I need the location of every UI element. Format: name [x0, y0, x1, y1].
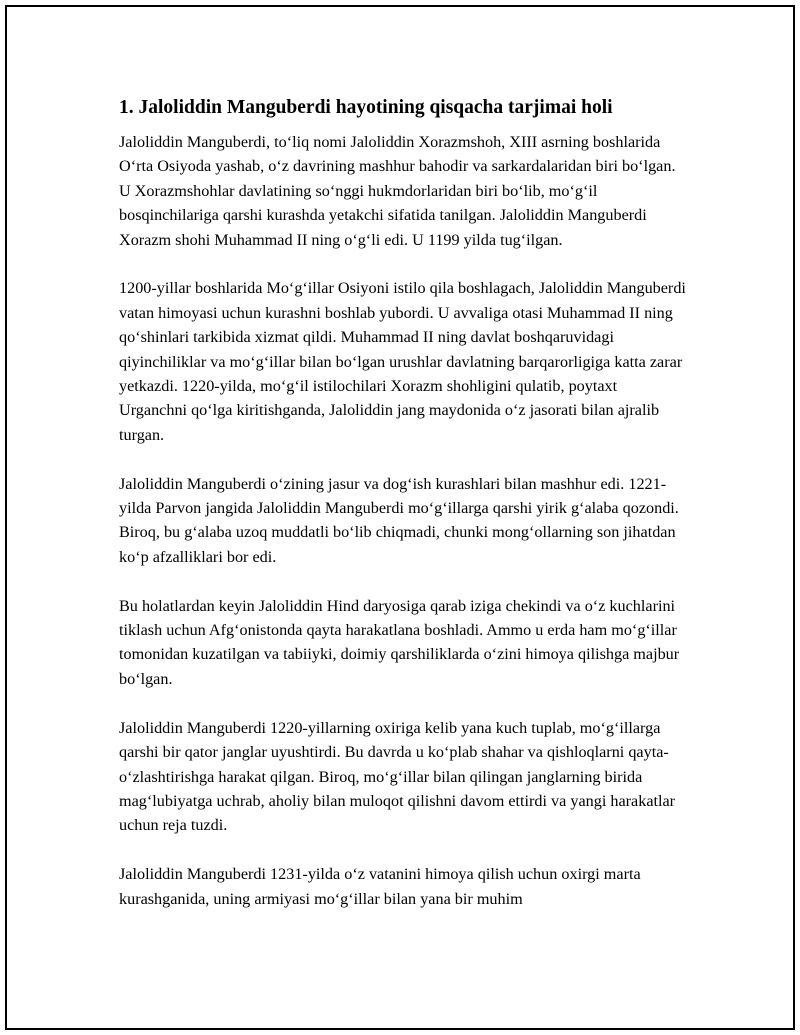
document-body: [119, 95, 689, 935]
document-page: [5, 5, 795, 1030]
paragraph-6: Jaloliddin Manguberdi 1231-yilda o‘z vatanini himoya qilish uchun oxirgi marta kurashganida, uning armiyasi mo‘g‘illar bilan yana bir muhim: [119, 865, 641, 908]
paragraph-1: Jaloliddin Manguberdi, to‘liq nomi Jaloliddin Xorazmshoh, XIII asrning boshlarida O‘rta Osiyoda yashab, o‘z davrining mashhur bahodir va sarkardalaridan biri bo‘lgan. U Xorazmshohlar davlatining so‘nggi hukmdorlaridan biri bo‘lib, mo‘g‘il bosqinchilariga qarshi kurashda yetakchi sifatida tanilgan. Jaloliddin Manguberdi Xorazm shohi Muhammad II ning o‘g‘li edi. U 1199 yilda tug‘ilgan.: [119, 133, 676, 249]
paragraph-3: Jaloliddin Manguberdi o‘zining jasur va dog‘ish kurashlari bilan mashhur edi. 1221-yilda Parvon jangida Jaloliddin Manguberdi mo‘g‘illarga qarshi yirik g‘alaba qozondi. Biroq, bu g‘alaba uzoq muddatli bo‘lib chiqmadi, chunki mong‘ollarning son jihatdan ko‘p afzalliklari bor edi.: [119, 474, 679, 566]
paragraph-5: Jaloliddin Manguberdi 1220-yillarning oxiriga kelib yana kuch tuplab, mo‘g‘illarga qarshi bir qator janglar uyushtirdi. Bu davrda u ko‘plab shahar va qishloqlarni qayta-o‘zlashtirishga harakat qilgan. Biroq, mo‘g‘illar bilan qilingan janglarning birida mag‘lubiyatga uchrab, aholiy bilan muloqot qilishni davom ettirdi va yangi harakatlar uchun reja tuzdi.: [119, 718, 676, 835]
paragraph-4: Bu holatlardan keyin Jaloliddin Hind daryosiga qarab iziga chekindi va o‘z kuchlarini tiklash uchun Afg‘onistonda qayta harakatlana boshladi. Ammo u erda ham mo‘g‘illar tomonidan kuzatilgan va tabiiyki, doimiy qarshiliklarda o‘zini himoya qilishga majbur bo‘lgan.: [119, 596, 680, 688]
section-heading: 1. Jaloliddin Manguberdi hayotining qisqacha tarjimai holi: [119, 97, 613, 118]
paragraph-2: 1200-yillar boshlarida Mo‘g‘illar Osiyoni istilo qila boshlagach, Jaloliddin Manguberdi vatan himoyasi uchun kurashni boshlab yubordi. U avvaliga otasi Muhammad II ning qo‘shinlari tarkibida xizmat qildi. Muhammad II ning davlat boshqaruvidagi qiyinchiliklar va mo‘g‘illar bilan bo‘lgan urushlar davlatning barqarorligiga katta zarar yetkazdi. 1220-yilda, mo‘g‘il istilochilari Xorazm shohligini qulatib, poytaxt Urganchni qo‘lga kiritishganda, Jaloliddin jang maydonida o‘z jasorati bilan ajralib turgan.: [119, 279, 686, 444]
